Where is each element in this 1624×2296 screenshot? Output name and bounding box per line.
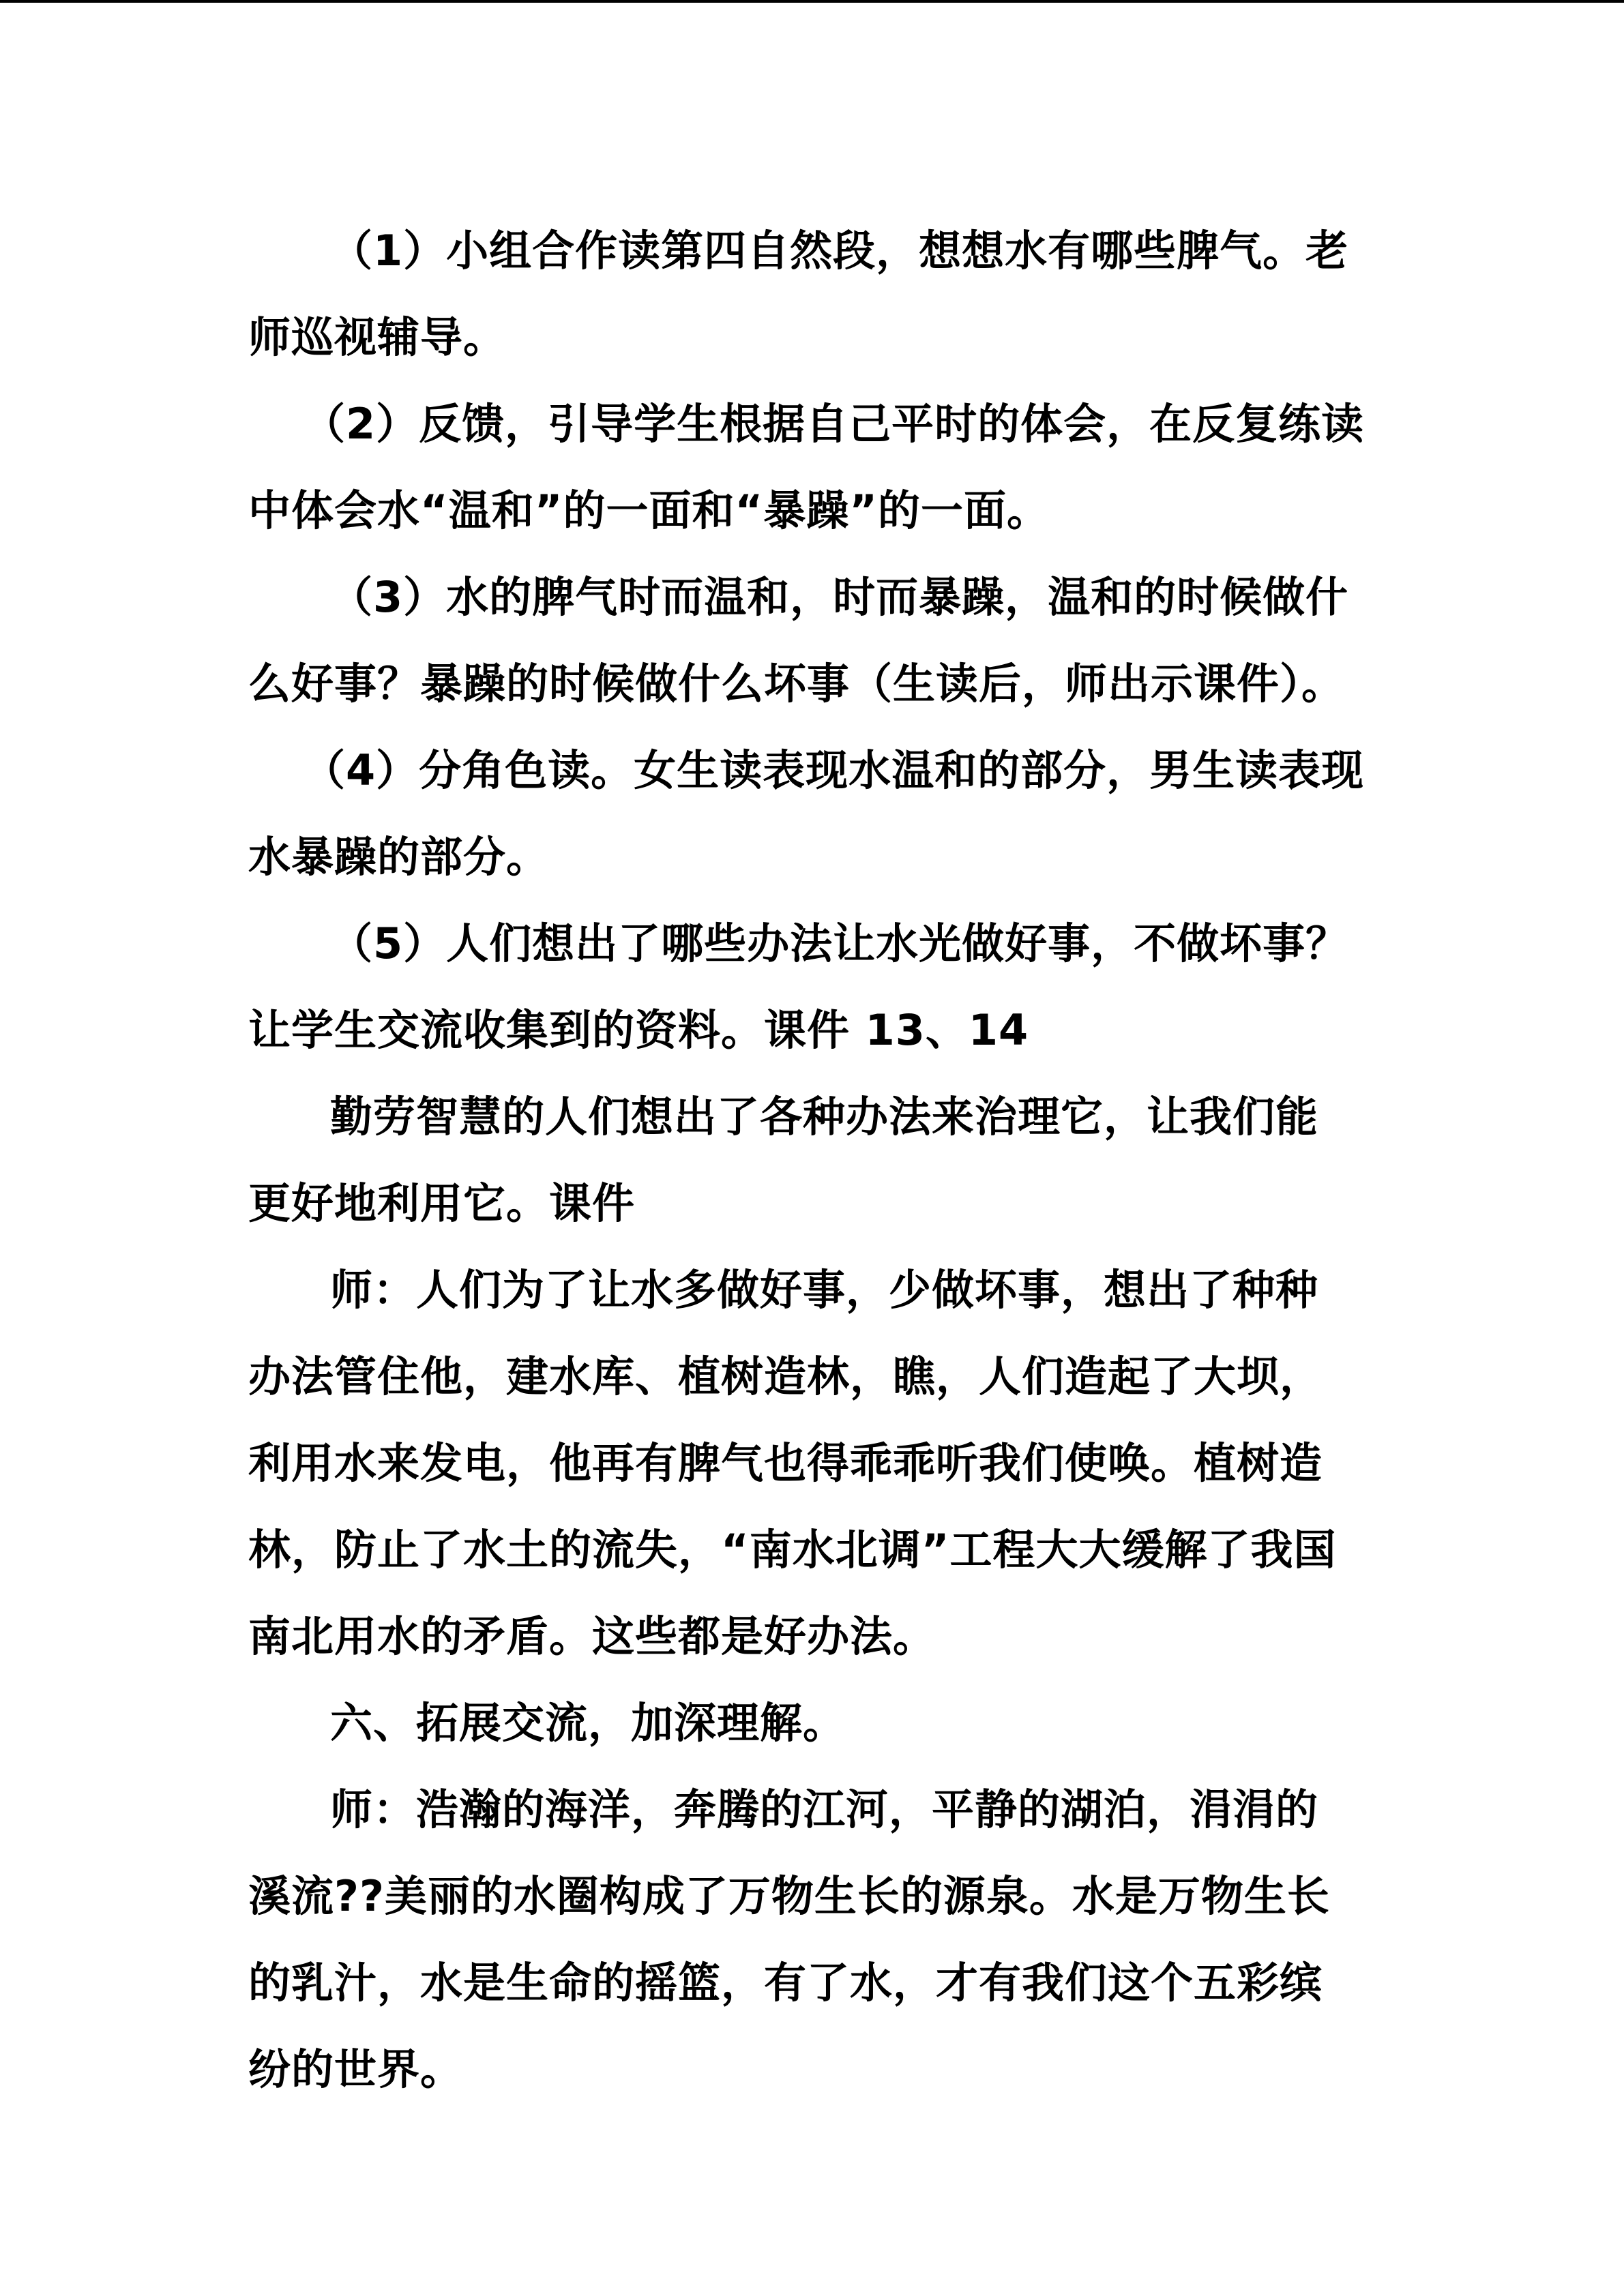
top-border-line bbox=[0, 0, 1624, 3]
text-line: 林，防止了水土的流失，“南水北调”工程大大缓解了我国 bbox=[248, 1525, 1337, 1575]
text-line: 的乳汁，水是生命的摇篮，有了水，才有我们这个五彩缤 bbox=[248, 1958, 1323, 2008]
text-line: 水暴躁的部分。 bbox=[248, 832, 550, 882]
text-line: 么好事？暴躁的时候做什么坏事（生读后，师出示课件）。 bbox=[248, 659, 1345, 709]
text-line: 更好地利用它。课件 bbox=[248, 1178, 636, 1228]
document-page bbox=[248, 207, 1367, 2113]
text-line: 师：人们为了让水多做好事，少做坏事，想出了种种 bbox=[330, 1265, 1319, 1315]
text-line: 溪流??美丽的水圈构成了万物生长的源泉。水是万物生长 bbox=[248, 1871, 1330, 1921]
text-line: 师：浩瀚的海洋，奔腾的江河，平静的湖泊，涓涓的 bbox=[330, 1785, 1319, 1834]
text-line: （3）水的脾气时而温和，时而暴躁，温和的时候做什 bbox=[330, 572, 1349, 622]
section-heading: 六、拓展交流，加深理解。 bbox=[330, 1698, 846, 1748]
text-line: 利用水来发电，他再有脾气也得乖乖听我们使唤。植树造 bbox=[248, 1438, 1323, 1488]
text-line: （1）小组合作读第四自然段，想想水有哪些脾气。老 bbox=[330, 226, 1349, 275]
text-line: 让学生交流收集到的资料。课件 13、14 bbox=[248, 1005, 1029, 1055]
text-line: 中体会水“温和”的一面和“暴躁”的一面。 bbox=[248, 486, 1050, 535]
text-line: （2）反馈，引导学生根据自己平时的体会，在反复练读 bbox=[303, 399, 1365, 449]
text-line: 纷的世界。 bbox=[248, 2044, 464, 2094]
text-line: 南北用水的矛盾。这些都是好办法。 bbox=[248, 1611, 936, 1661]
text-line: （5）人们想出了哪些办法让水光做好事，不做坏事？ bbox=[330, 919, 1349, 968]
text-line: 办法管住他，建水库、植树造林，瞧，人们造起了大坝， bbox=[248, 1352, 1323, 1401]
text-line: 勤劳智慧的人们想出了各种办法来治理它，让我们能 bbox=[330, 1092, 1319, 1142]
text-line: 师巡视辅导。 bbox=[248, 312, 507, 362]
text-line: （4）分角色读。女生读表现水温和的部分，男生读表现 bbox=[303, 745, 1365, 795]
